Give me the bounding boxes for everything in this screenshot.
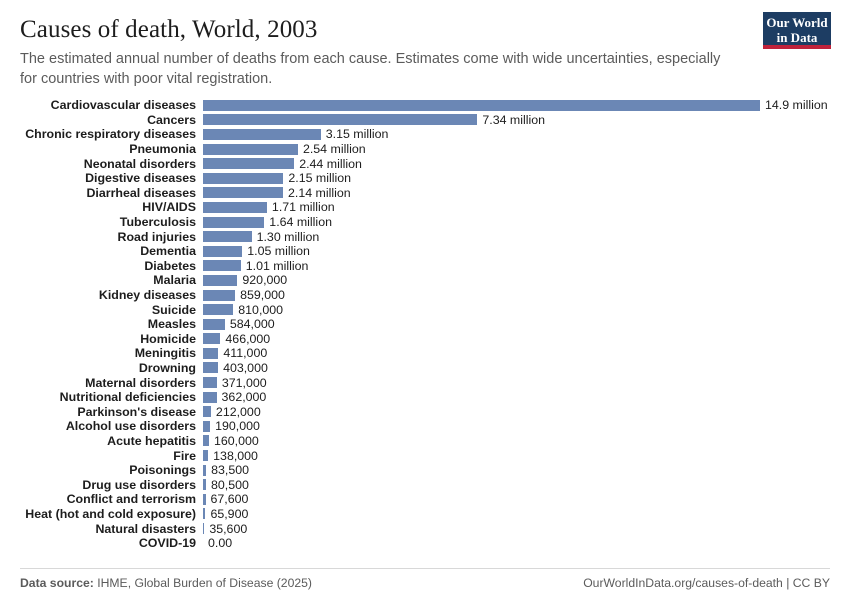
bar-row[interactable] [20, 507, 830, 522]
bar-row[interactable] [20, 375, 830, 390]
bar-row[interactable] [20, 448, 830, 463]
bar-track [203, 448, 830, 463]
bar-value-label: 83,500 [211, 463, 250, 478]
bar-row-label: Heat (hot and cold exposure) [25, 506, 196, 521]
bar-value-label: 1.71 million [271, 200, 335, 215]
bar-row[interactable] [20, 492, 830, 507]
bar [203, 173, 283, 184]
bar-row[interactable] [20, 317, 830, 332]
bar-value-label: 1.01 million [245, 258, 309, 273]
data-source [20, 576, 312, 590]
bar-row[interactable] [20, 273, 830, 288]
bar [203, 100, 760, 111]
bar [203, 406, 211, 417]
bar-value-label: 190,000 [215, 419, 260, 434]
bar [203, 348, 218, 359]
bar-track [203, 477, 830, 492]
bar-row-label: COVID-19 [138, 536, 196, 551]
bar-row-label: Road injuries [117, 229, 196, 244]
bar [203, 290, 235, 301]
bar-track [203, 346, 830, 361]
bar-value-label: 138,000 [213, 448, 258, 463]
bar-row[interactable] [20, 244, 830, 259]
bar-row-label: Kidney diseases [98, 288, 196, 303]
bar-track [203, 215, 830, 230]
bar-row-label: Suicide [151, 302, 196, 317]
bar-row[interactable] [20, 113, 830, 128]
bar-value-label: 411,000 [223, 346, 268, 361]
bar-row-label: Measles [147, 317, 196, 332]
bar-row-label: Tuberculosis [119, 215, 196, 230]
bar-row[interactable] [20, 127, 830, 142]
attribution: OurWorldInData.org/causes-of-death | CC BY [583, 576, 830, 590]
data-source-label: Data source: [20, 576, 94, 590]
bar-row-label: Natural disasters [95, 521, 196, 536]
bar-track [203, 186, 830, 201]
bar-row-label: Drug use disorders [82, 477, 196, 492]
bar-row[interactable] [20, 302, 830, 317]
bar-row[interactable] [20, 142, 830, 157]
bar-track [203, 463, 830, 478]
bar-value-label: 1.30 million [256, 229, 320, 244]
bar-row-label: HIV/AIDS [142, 200, 196, 215]
bar-row[interactable] [20, 288, 830, 303]
bar-track [203, 492, 830, 507]
bar-track [203, 434, 830, 449]
bar [203, 246, 242, 257]
bar [203, 144, 298, 155]
bar-value-label: 2.15 million [288, 171, 352, 186]
bar-row[interactable] [20, 156, 830, 171]
bar-row[interactable] [20, 215, 830, 230]
bar-value-label: 2.14 million [287, 185, 351, 200]
bar-value-label: 14.9 million [765, 98, 828, 113]
bar-row[interactable] [20, 98, 830, 113]
bar-value-label: 65,900 [210, 506, 249, 521]
bar-row[interactable] [20, 404, 830, 419]
bar-value-label: 0.00 [208, 536, 233, 551]
bar-track [203, 404, 830, 419]
bar-row-label: Homicide [140, 331, 196, 346]
bar-track [203, 302, 830, 317]
bar [203, 129, 321, 140]
bar [203, 114, 477, 125]
bar-value-label: 67,600 [210, 492, 249, 507]
bar-track [203, 521, 830, 536]
bar-row-label: Parkinson's disease [77, 404, 196, 419]
bar-track [203, 273, 830, 288]
bar-track [203, 332, 830, 347]
bar-track [203, 288, 830, 303]
bar-row-label: Conflict and terrorism [66, 492, 196, 507]
bar-row-label: Alcohol use disorders [65, 419, 196, 434]
bar [203, 275, 237, 286]
bar-chart [20, 98, 830, 558]
bar-row-label: Dementia [140, 244, 196, 259]
bar-track [203, 317, 830, 332]
owid-logo[interactable] [763, 12, 831, 49]
bar-value-label: 859,000 [240, 288, 285, 303]
bar-row-label: Maternal disorders [85, 375, 196, 390]
bar-value-label: 212,000 [215, 404, 261, 419]
page-title: Causes of death, World, 2003 [20, 16, 318, 43]
bar-value-label: 362,000 [221, 390, 267, 405]
bar-row-label: Poisonings [129, 463, 196, 478]
bar [203, 231, 252, 242]
chart-footer [20, 568, 830, 590]
bar-row[interactable] [20, 259, 830, 274]
bar-value-label: 7.34 million [482, 112, 546, 127]
bar-track [203, 127, 830, 142]
bar-row-label: Pneumonia [129, 142, 196, 157]
bar-row-label: Diabetes [144, 258, 196, 273]
bar-track [203, 536, 830, 551]
bar [203, 392, 217, 403]
bar-row[interactable] [20, 229, 830, 244]
bar [203, 421, 210, 432]
bar-value-label: 371,000 [221, 375, 267, 390]
bar-value-label: 810,000 [238, 302, 284, 317]
bar-row-label: Cancers [147, 112, 196, 127]
bar [203, 202, 267, 213]
logo-line-2: in Data [776, 30, 818, 45]
bar [203, 362, 218, 373]
bar-track [203, 156, 830, 171]
bar-value-label: 584,000 [229, 317, 275, 332]
bar-track [203, 229, 830, 244]
bar-row-label: Acute hepatitis [107, 433, 196, 448]
bar-track [203, 259, 830, 274]
bar-value-label: 1.05 million [247, 244, 310, 259]
bar-row-label: Meningitis [134, 346, 196, 361]
bar-track [203, 200, 830, 215]
bar [203, 187, 283, 198]
bar-track [203, 98, 830, 113]
bar-track [203, 361, 830, 376]
bar-value-label: 1.64 million [269, 215, 332, 230]
bar-track [203, 507, 830, 522]
bar-value-label: 403,000 [223, 360, 268, 375]
data-source-text: IHME, Global Burden of Disease (2025) [97, 576, 312, 590]
bar-row-label: Malaria [153, 273, 196, 288]
bar-track [203, 390, 830, 405]
bar [203, 260, 241, 271]
bar-value-label: 160,000 [213, 433, 259, 448]
bar-rows [20, 98, 830, 550]
bar-row-label: Diarrheal diseases [86, 185, 196, 200]
bar [203, 304, 233, 315]
bar-value-label: 2.54 million [302, 142, 366, 157]
bar-track [203, 142, 830, 157]
bar-track [203, 113, 830, 128]
bar [203, 217, 264, 228]
bar-row-label: Chronic respiratory diseases [25, 127, 196, 142]
bar-track [203, 419, 830, 434]
bar-value-label: 2.44 million [299, 156, 362, 171]
bar-row[interactable] [20, 463, 830, 478]
bar-row-label: Fire [173, 448, 196, 463]
bar-value-label: 35,600 [209, 521, 248, 536]
bar [203, 158, 294, 169]
bar-row[interactable] [20, 200, 830, 215]
bar-row-label: Cardiovascular diseases [50, 98, 196, 113]
page-subtitle: The estimated annual number of deaths from each cause. Estimates come with wide uncertainties, especially for countries with poor vital registration. [20, 51, 721, 87]
bar-track [203, 171, 830, 186]
bar-value-label: 80,500 [211, 477, 249, 492]
bar [203, 333, 220, 344]
bar-track [203, 244, 830, 259]
bar-value-label: 920,000 [242, 273, 288, 288]
bar-value-label: 3.15 million [325, 127, 389, 142]
logo-line-1: Our World [766, 15, 828, 30]
bar-row-label: Digestive diseases [85, 171, 196, 186]
bar-row[interactable] [20, 477, 830, 492]
bar-row[interactable] [20, 361, 830, 376]
bar-value-label: 466,000 [225, 331, 271, 346]
bar-row[interactable] [20, 419, 830, 434]
bar-row[interactable] [20, 434, 830, 449]
bar [203, 377, 217, 388]
bar-row[interactable] [20, 521, 830, 536]
bar-row-label: Drowning [138, 360, 196, 375]
bar-row-label: Nutritional deficiencies [59, 390, 196, 405]
bar-row[interactable] [20, 171, 830, 186]
bar-row[interactable] [20, 332, 830, 347]
bar-row[interactable] [20, 346, 830, 361]
bar-row-label: Neonatal disorders [83, 156, 196, 171]
bar-row[interactable] [20, 536, 830, 551]
bar-track [203, 375, 830, 390]
bar [203, 319, 225, 330]
bar-row[interactable] [20, 186, 830, 201]
bar-row[interactable] [20, 390, 830, 405]
